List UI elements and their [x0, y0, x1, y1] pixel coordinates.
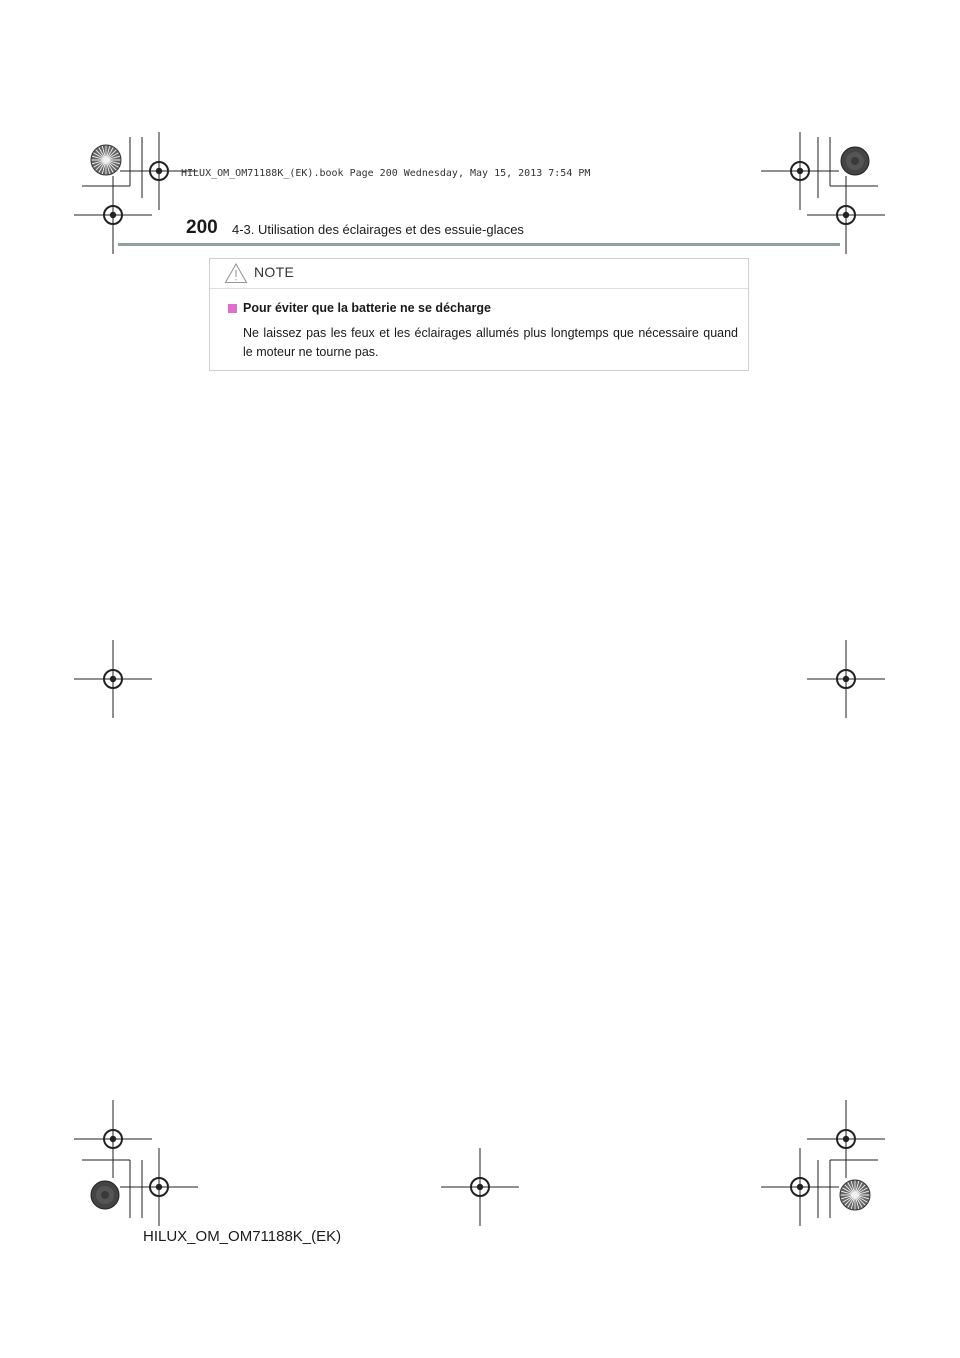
bullet-square-icon — [228, 304, 237, 313]
print-header: HILUX_OM_OM71188K_(EK).book Page 200 Wednesday, May 15, 2013 7:54 PM — [181, 168, 591, 179]
warning-triangle-icon — [224, 262, 248, 284]
note-heading — [228, 301, 738, 315]
header-rule — [118, 243, 840, 246]
footer-code: HILUX_OM_OM71188K_(EK) — [143, 1228, 342, 1245]
note-header — [210, 259, 748, 289]
page-number: 200 — [186, 217, 218, 238]
section-title: 4-3. Utilisation des éclairages et des essuie-glaces — [232, 222, 524, 237]
note-paragraph: Ne laissez pas les feux et les éclairages allumés plus longtemps que nécessaire quand le moteur ne tourne pas. — [243, 326, 738, 359]
note-box — [209, 258, 749, 371]
note-title: NOTE — [254, 264, 295, 280]
note-body — [228, 301, 738, 362]
note-heading-text: Pour éviter que la batterie ne se décharge — [243, 301, 492, 315]
